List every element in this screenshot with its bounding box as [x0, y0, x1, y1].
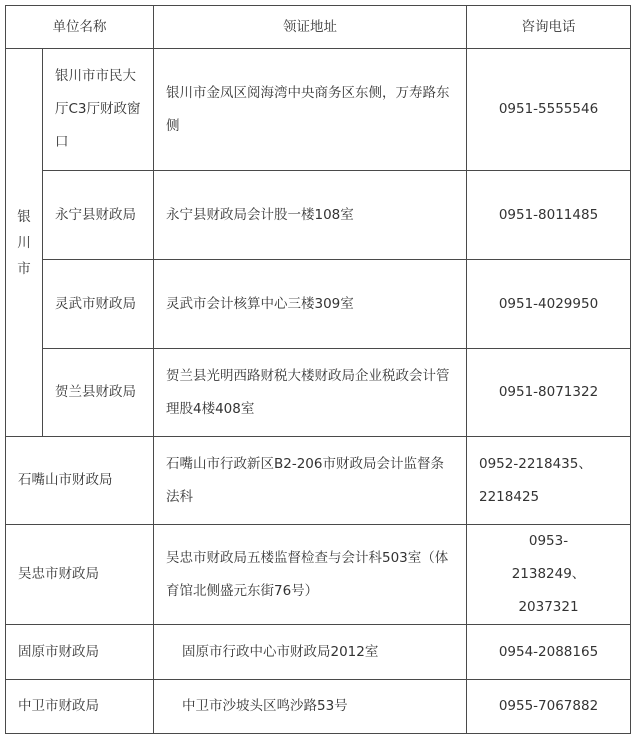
- unit-name: 永宁县财政局: [43, 171, 154, 260]
- pickup-address: 吴忠市财政局五楼监督检查与会计科503室（体育馆北侧盛元东街76号）: [154, 525, 467, 625]
- unit-name: 中卫市财政局: [6, 680, 154, 734]
- table-row: [6, 49, 631, 171]
- header-unit: 单位名称: [6, 6, 154, 49]
- phone-number: 0953-2138249、2037321: [467, 525, 631, 625]
- unit-name: 吴忠市财政局: [6, 525, 154, 625]
- phone-number: 0951-5555546: [467, 49, 631, 171]
- phone-number: 0952-2218435、2218425: [467, 437, 631, 525]
- phone-number: 0951-4029950: [467, 260, 631, 349]
- pickup-address: 贺兰县光明西路财税大楼财政局企业税政会计管理股4楼408室: [154, 349, 467, 437]
- pickup-address: 石嘴山市行政新区B2-206市财政局会计监督条法科: [154, 437, 467, 525]
- unit-name: 固原市财政局: [6, 625, 154, 680]
- phone-number: 0951-8011485: [467, 171, 631, 260]
- unit-name: 银川市市民大厅C3厅财政窗口: [43, 49, 154, 171]
- phone-number: 0954-2088165: [467, 625, 631, 680]
- phone-number: 0951-8071322: [467, 349, 631, 437]
- header-phone: 咨询电话: [467, 6, 631, 49]
- table-row: [6, 171, 631, 260]
- pickup-address: 固原市行政中心市财政局2012室: [154, 625, 467, 680]
- table-row: [6, 349, 631, 437]
- table-header-row: [6, 6, 631, 49]
- pickup-address: 银川市金凤区阅海湾中央商务区东侧，万寿路东侧: [154, 49, 467, 171]
- pickup-address: 灵武市会计核算中心三楼309室: [154, 260, 467, 349]
- table-row: [6, 437, 631, 525]
- header-address: 领证地址: [154, 6, 467, 49]
- pickup-address: 中卫市沙坡头区鸣沙路53号: [154, 680, 467, 734]
- table-row: [6, 525, 631, 625]
- unit-name: 贺兰县财政局: [43, 349, 154, 437]
- region-yinchuan: 银 川 市: [6, 49, 43, 437]
- pickup-address: 永宁县财政局会计股一楼108室: [154, 171, 467, 260]
- table-row: [6, 680, 631, 734]
- phone-number: 0955-7067882: [467, 680, 631, 734]
- unit-name: 灵武市财政局: [43, 260, 154, 349]
- certificate-pickup-table: [5, 5, 631, 734]
- unit-name: 石嘴山市财政局: [6, 437, 154, 525]
- table-row: [6, 625, 631, 680]
- table-row: [6, 260, 631, 349]
